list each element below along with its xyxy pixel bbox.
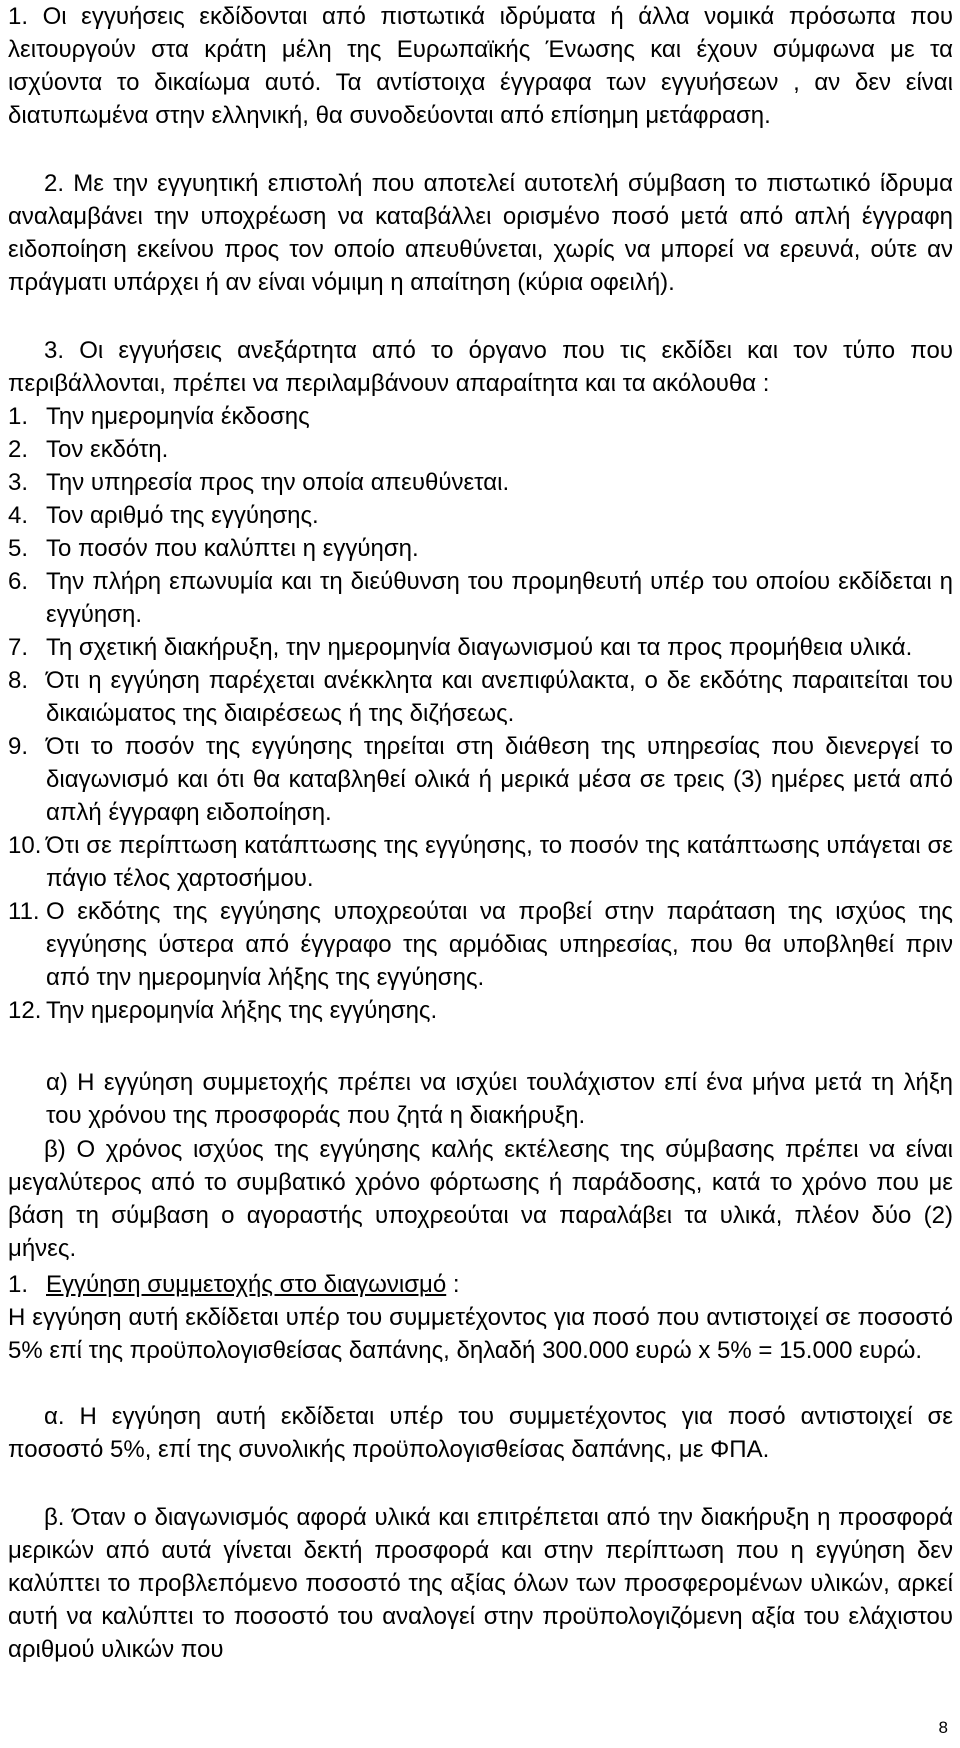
section-heading: 1. Εγγύηση συμμετοχής στο διαγωνισμό : [8, 1271, 460, 1298]
point-a: α. Η εγγύηση αυτή εκδίδεται υπέρ του συμμετέχοντος για ποσό αντιστοιχεί σε ποσοστό 5%, επί της συνολικής προϋπολογισθείσας δαπάνης, με ΦΠΑ. [8, 1403, 953, 1463]
list-item: 8. Ότι η εγγύηση παρέχεται ανέκκλητα και ανεπιφύλακτα, ο δε εκδότης παραιτείται του δικαιώματος της διαιρέσεως ή της διζήσεως. [8, 667, 953, 727]
list-item: 7. Τη σχετική διακήρυξη, την ημερομηνία διαγωνισμού και τα προς προμήθεια υλικά. [8, 634, 913, 661]
paragraph-requirements: 3. Οι εγγυήσεις ανεξάρτητα από το όργανο που τις εκδίδει και τον τύπο που περιβάλλονται, πρέπει να περιλαμβάνουν απαραίτητα και τα ακόλουθα : [8, 337, 953, 397]
list-item: 2. Τον εκδότη. [8, 436, 169, 463]
point-b: β. Όταν ο διαγωνισμός αφορά υλικά και επιτρέπεται από την διακήρυξη η προσφορά μερικών από αυτά γίνεται δεκτή προσφορά και στην περίπτωση που η εγγύηση δεν καλύπτει το προβλεπόμενο ποσοστό της αξίας όλων των προσφερομένων υλικών, αρκεί αυτή να καλύπτει το ποσοστό του αναλογεί στην προϋπολογιζόμενη αξία του ελάχιστου αριθμού υλικών που [8, 1504, 953, 1663]
list-item: 5. Το ποσόν που καλύπτει η εγγύηση. [8, 535, 419, 562]
page-number: 8 [938, 1718, 948, 1737]
section-body: Η εγγύηση αυτή εκδίδεται υπέρ του συμμετέχοντος για ποσό που αντιστοιχεί σε ποσοστό 5% επί της προϋπολογισθείσας δαπάνης, δηλαδή 300.000 ευρώ x 5% = 15.000 ευρώ. [8, 1304, 953, 1364]
requirements-list [8, 400, 953, 1027]
sub-item-a: α) Η εγγύηση συμμετοχής πρέπει να ισχύει τουλάχιστον επί ένα μήνα μετά τη λήξη του χρόνου της προσφοράς που ζητά η διακήρυξη. [46, 1069, 953, 1129]
list-item: 1. Την ημερομηνία έκδοσης [8, 403, 310, 430]
list-item: 9. Ότι το ποσόν της εγγύησης τηρείται στη διάθεση της υπηρεσίας που διενεργεί το διαγωνισμό και ότι θα καταβληθεί ολικά ή μερικά μέσα σε τρεις (3) ημέρες μετά από απλή έγγραφη ειδοποίηση. [8, 733, 953, 826]
paragraph-issuers: 1. Οι εγγυήσεις εκδίδονται από πιστωτικά ιδρύματα ή άλλα νομικά πρόσωπα που λειτουργούν στα κράτη μέλη της Ευρωπαϊκής Ένωσης και έχουν σύμφωνα με τα ισχύοντα το δικαίωμα αυτό. Τα αντίστοιχα έγγραφα των εγγυήσεων , αν δεν είναι διατυπωμένα στην ελληνική, θα συνοδεύονται από επίσημη μετάφραση. [8, 3, 953, 129]
list-item: 11. Ο εκδότης της εγγύησης υποχρεούται να προβεί στην παράταση της ισχύος της εγγύησης ύστερα από έγγραφο της αρμόδιας υπηρεσίας, που θα υποβληθεί πριν από την ημερομηνία λήξης της εγγύησης. [8, 898, 953, 991]
list-item: 3. Την υπηρεσία προς την οποία απευθύνεται. [8, 469, 510, 496]
list-item: 4. Τον αριθμό της εγγύησης. [8, 502, 319, 529]
list-item: 10. Ότι σε περίπτωση κατάπτωσης της εγγύησης, το ποσόν της κατάπτωσης υπάγεται σε πάγιο τέλος χαρτοσήμου. [8, 832, 953, 892]
paragraph-guarantee-letter: 2. Με την εγγυητική επιστολή που αποτελεί αυτοτελή σύμβαση το πιστωτικό ίδρυμα αναλαμβάνει την υποχρέωση να καταβάλλει ορισμένο ποσό μετά από απλή έγγραφη ειδοποίηση εκείνου προς τον οποίο απευθύνεται, χωρίς να μπορεί να ερευνά, ούτε αν πράγματι υπάρχει ή αν είναι νόμιμη η απαίτηση (κύρια οφειλή). [8, 170, 953, 296]
list-item: 6. Την πλήρη επωνυμία και τη διεύθυνση του προμηθευτή υπέρ του οποίου εκδίδεται η εγγύηση. [8, 568, 953, 628]
section-title: Εγγύηση συμμετοχής στο διαγωνισμό [46, 1271, 447, 1298]
sub-item-b: β) Ο χρόνος ισχύος της εγγύησης καλής εκτέλεσης της σύμβασης πρέπει να είναι μεγαλύτερος από το συμβατικό χρόνο φόρτωσης ή παράδοσης, κατά το χρόνο που με βάση τη σύμβαση ο αγοραστής υποχρεούται να παραλάβει τα υλικά, πλέον δύο (2) μήνες. [8, 1136, 953, 1262]
list-item: 12. Την ημερομηνία λήξης της εγγύησης. [8, 997, 438, 1024]
